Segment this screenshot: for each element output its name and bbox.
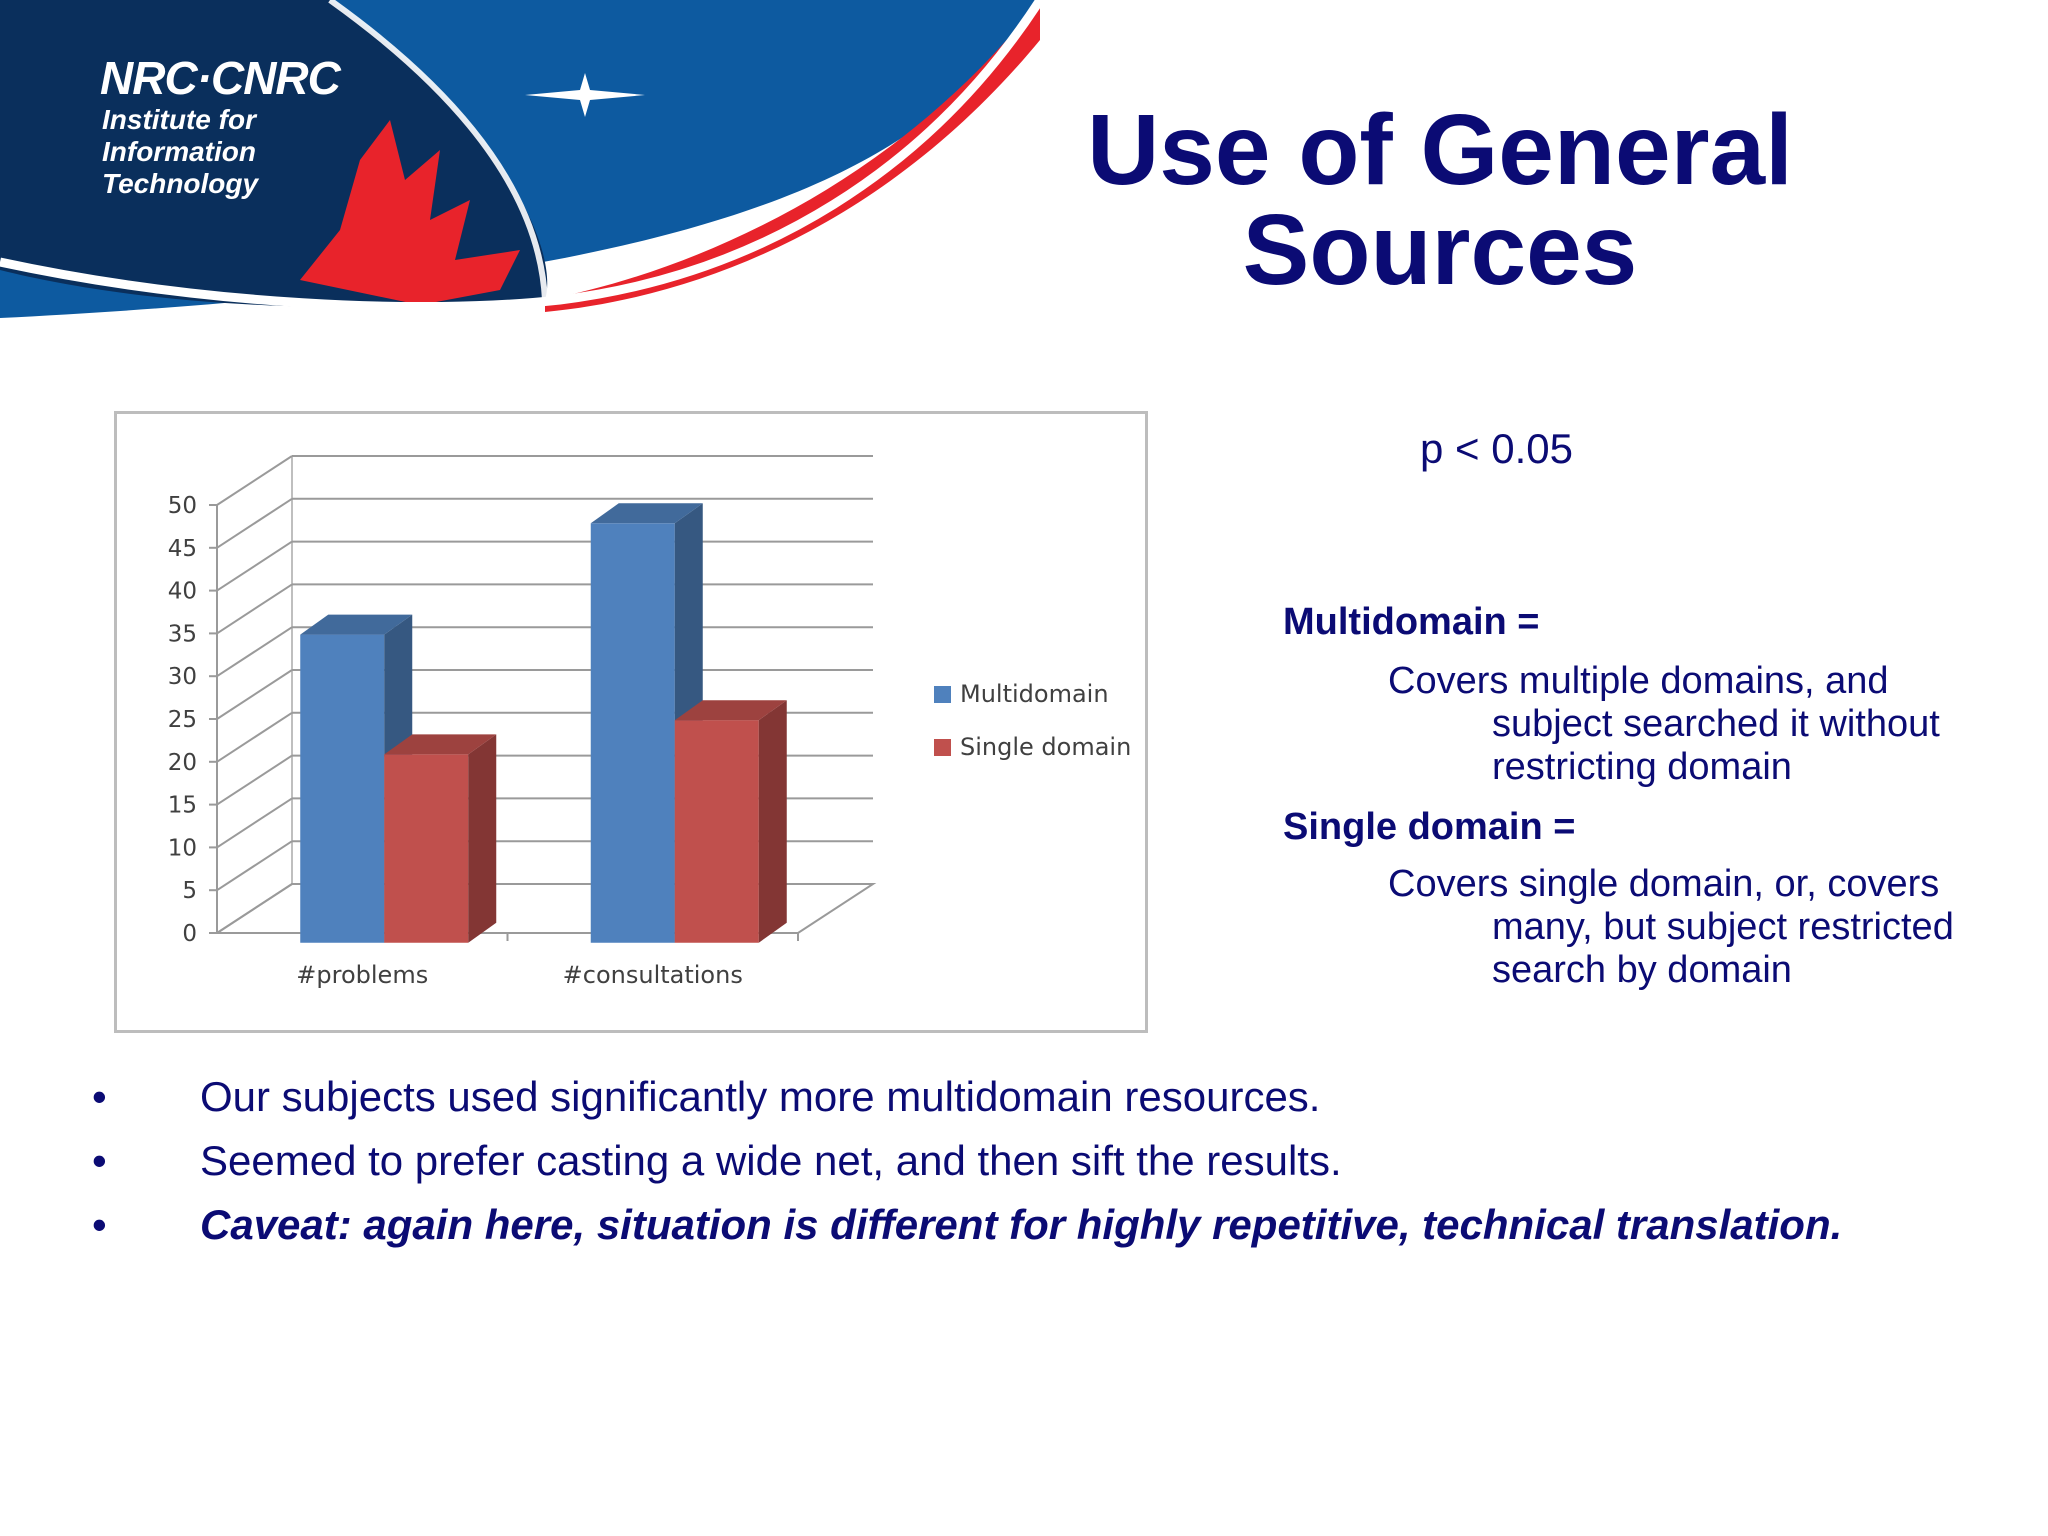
bar-single-domain-front bbox=[384, 754, 468, 942]
bullet-marker: • bbox=[92, 1073, 107, 1120]
gridline-side bbox=[217, 670, 292, 719]
bullet-text: Our subjects used significantly more multidomain resources. bbox=[200, 1073, 1321, 1120]
multidomain-term: Multidomain = bbox=[1283, 601, 1540, 643]
bar-single-domain-front bbox=[675, 720, 759, 943]
bullet-item-caveat bbox=[92, 1201, 1984, 1249]
gridline-side bbox=[217, 713, 292, 762]
institute-line-3: Technology bbox=[102, 168, 259, 199]
y-tick-label: 30 bbox=[167, 664, 197, 691]
slide-title-line-1: Use of General bbox=[1087, 94, 1793, 206]
bullet-item bbox=[92, 1073, 1984, 1121]
bullet-text: Seemed to prefer casting a wide net, and then sift the results. bbox=[200, 1137, 1342, 1184]
definition-line: Covers single domain, or, covers bbox=[1388, 863, 1940, 905]
gridline-side bbox=[217, 584, 292, 633]
p-value-label: p < 0.05 bbox=[1420, 425, 1573, 472]
institute-line-1: Institute for bbox=[102, 104, 256, 135]
bar-chart bbox=[117, 414, 1145, 1030]
gridline-side bbox=[217, 627, 292, 676]
institute-logo bbox=[100, 52, 340, 200]
definition-line: many, but subject restricted bbox=[1492, 906, 1954, 948]
bullet-marker: • bbox=[92, 1201, 107, 1248]
y-tick-label: 35 bbox=[167, 621, 197, 648]
legend-label: Single domain bbox=[960, 733, 1132, 761]
y-tick-label: 45 bbox=[167, 535, 197, 562]
multidomain-definition bbox=[1388, 660, 2048, 789]
x-category-label: #consultations bbox=[562, 961, 743, 989]
gridline-side bbox=[217, 798, 292, 847]
y-tick-label: 10 bbox=[167, 835, 197, 862]
y-tick-label: 5 bbox=[182, 878, 197, 905]
bar-multidomain-front bbox=[300, 635, 384, 943]
single-domain-definition bbox=[1388, 863, 2048, 992]
x-category-label: #problems bbox=[296, 961, 429, 989]
y-tick-label: 25 bbox=[167, 707, 197, 733]
legend-label: Multidomain bbox=[960, 680, 1109, 708]
bullet-text: Caveat: again here, situation is different for highly repetitive, technical translation. bbox=[200, 1201, 1843, 1248]
y-tick-label: 20 bbox=[167, 749, 197, 776]
definition-line: search by domain bbox=[1492, 949, 1792, 991]
bullet-marker: • bbox=[92, 1137, 107, 1184]
y-tick-label: 50 bbox=[167, 493, 197, 519]
gridline-side bbox=[217, 499, 292, 548]
y-tick-label: 0 bbox=[182, 921, 197, 947]
bullet-list bbox=[92, 1073, 1984, 1265]
bar-side bbox=[759, 700, 787, 943]
y-tick-label: 40 bbox=[167, 578, 197, 605]
single-domain-term: Single domain = bbox=[1283, 806, 1576, 848]
legend-swatch bbox=[934, 739, 951, 756]
y-tick-label: 15 bbox=[167, 792, 197, 819]
gridline-side bbox=[217, 456, 292, 505]
institute-line-2: Information bbox=[102, 136, 256, 167]
bar-multidomain-front bbox=[591, 523, 675, 942]
definition-line: Covers multiple domains, and bbox=[1388, 660, 1889, 702]
bar-side bbox=[468, 734, 496, 942]
definition-line: subject searched it without bbox=[1492, 703, 1940, 745]
nrc-cnrc-wordmark: NRC·CNRC bbox=[100, 52, 340, 104]
legend-swatch bbox=[934, 686, 951, 703]
slide-title-line-2: Sources bbox=[1242, 194, 1638, 306]
bullet-item bbox=[92, 1137, 1984, 1185]
gridline-side bbox=[217, 542, 292, 591]
gridline-side bbox=[217, 756, 292, 805]
definition-line: restricting domain bbox=[1492, 746, 1792, 788]
chart-frame bbox=[114, 411, 1148, 1033]
slide-title bbox=[1000, 94, 1880, 306]
gridline-side bbox=[217, 841, 292, 890]
